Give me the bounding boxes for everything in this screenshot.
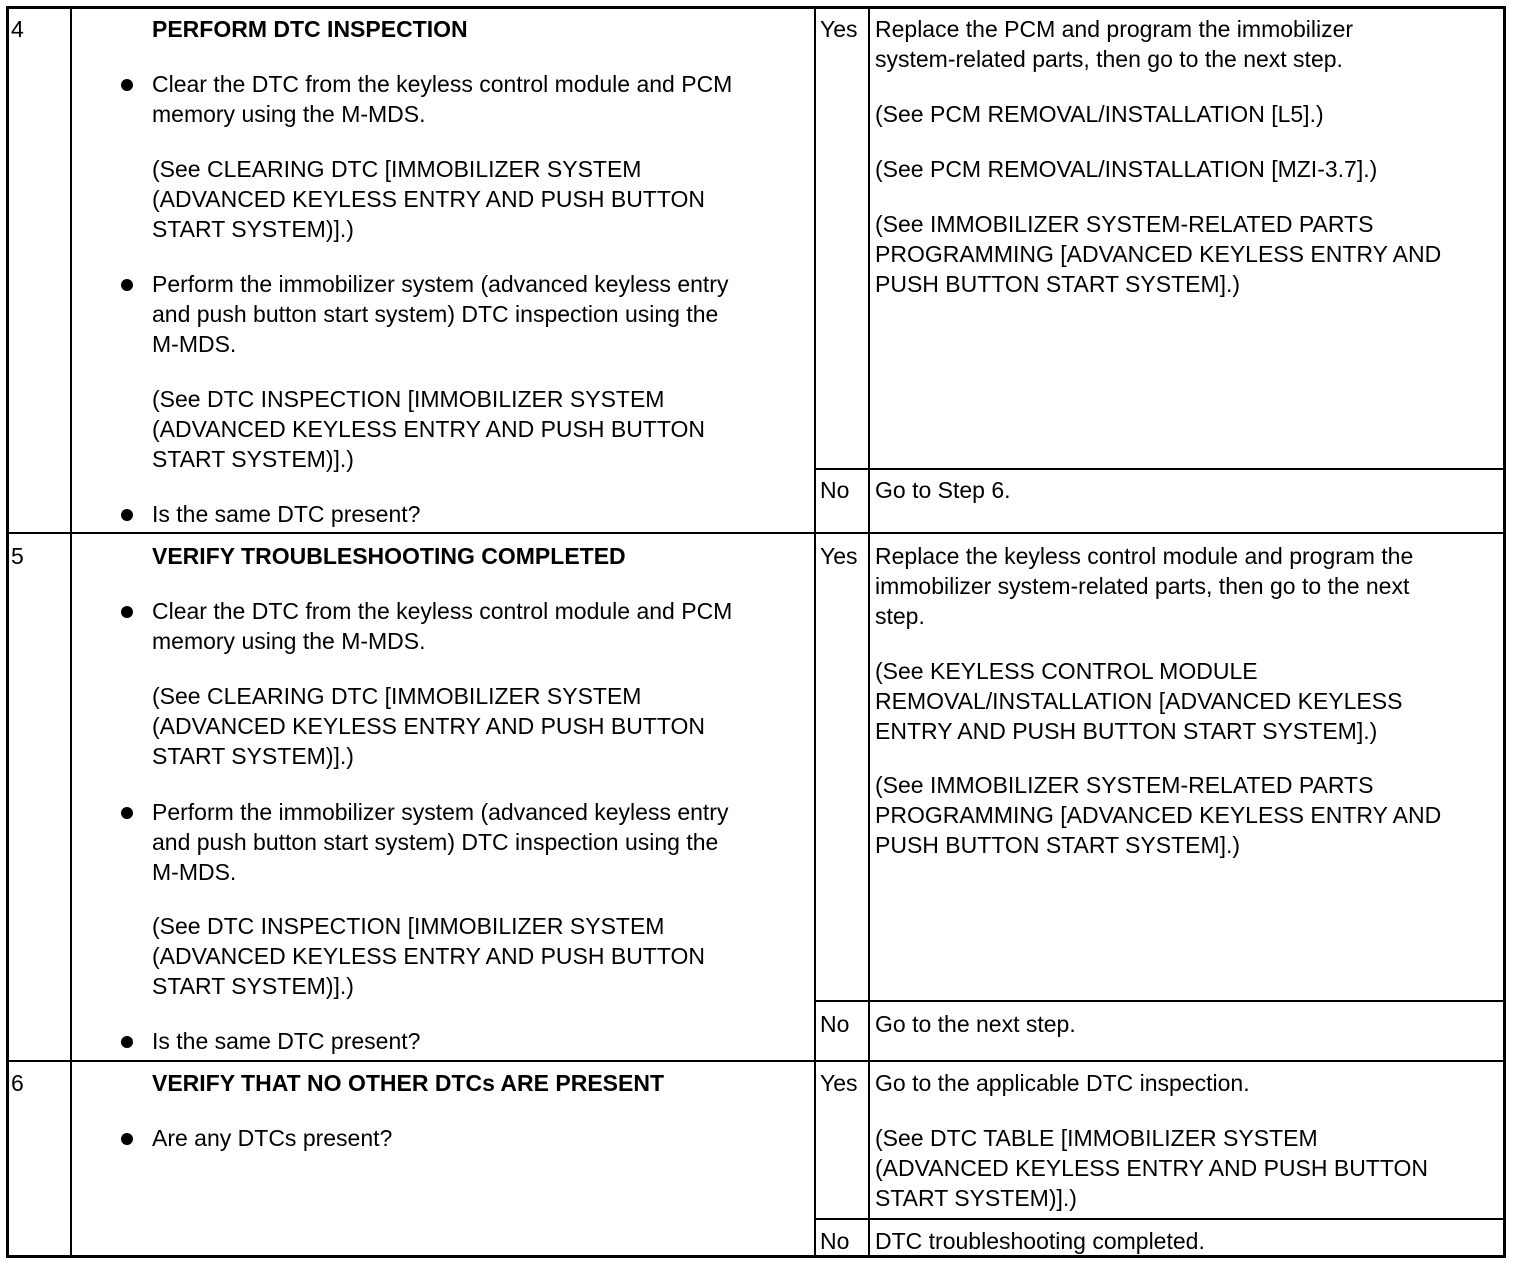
step-number: 5: [11, 543, 24, 569]
yes-label: Yes: [820, 543, 858, 569]
step-instruction: Clear the DTC from the keyless control module and PCM memory using the M-MDS.: [152, 71, 733, 127]
step-title: VERIFY TROUBLESHOOTING COMPLETED: [152, 543, 626, 569]
no-action: Go to the next step.: [875, 1011, 1076, 1037]
bullet-icon: [121, 1036, 133, 1048]
column-divider-result: [868, 6, 870, 1258]
yes-reference: (See KEYLESS CONTROL MODULE REMOVAL/INSTALLATION [ADVANCED KEYLESS ENTRY AND PUSH BUTTON START SYSTEM].): [875, 658, 1403, 744]
step-title: PERFORM DTC INSPECTION: [152, 16, 468, 42]
no-action: Go to Step 6.: [875, 477, 1011, 503]
step-reference: (See DTC INSPECTION [IMMOBILIZER SYSTEM (ADVANCED KEYLESS ENTRY AND PUSH BUTTON START SYSTEM)].): [152, 386, 705, 472]
bullet-icon: [121, 79, 133, 91]
step-instruction: Clear the DTC from the keyless control module and PCM memory using the M-MDS.: [152, 598, 733, 654]
bullet-icon: [121, 807, 133, 819]
step-reference: (See CLEARING DTC [IMMOBILIZER SYSTEM (ADVANCED KEYLESS ENTRY AND PUSH BUTTON START SYSTEM)].): [152, 683, 705, 769]
yes-reference: (See PCM REMOVAL/INSTALLATION [MZI-3.7].): [875, 156, 1378, 182]
yes-reference: (See PCM REMOVAL/INSTALLATION [L5].): [875, 101, 1324, 127]
no-label: No: [820, 477, 850, 503]
yes-no-divider-6: [814, 1218, 1506, 1220]
step-number: 6: [11, 1070, 24, 1096]
column-divider-step: [70, 6, 72, 1258]
yes-reference: (See DTC TABLE [IMMOBILIZER SYSTEM (ADVANCED KEYLESS ENTRY AND PUSH BUTTON START SYSTEM)].): [875, 1125, 1428, 1211]
yes-no-divider-4: [814, 468, 1506, 470]
yes-action: Replace the keyless control module and program the immobilizer system-related parts, then go to the next step.: [875, 543, 1414, 629]
yes-label: Yes: [820, 16, 858, 42]
step-title: VERIFY THAT NO OTHER DTCs ARE PRESENT: [152, 1070, 665, 1096]
no-action: DTC troubleshooting completed.: [875, 1228, 1205, 1254]
yes-reference: (See IMMOBILIZER SYSTEM-RELATED PARTS PROGRAMMING [ADVANCED KEYLESS ENTRY AND PUSH BUTTON START SYSTEM].): [875, 772, 1442, 858]
row-divider-5: [6, 532, 1506, 534]
step-reference: (See CLEARING DTC [IMMOBILIZER SYSTEM (ADVANCED KEYLESS ENTRY AND PUSH BUTTON START SYSTEM)].): [152, 156, 705, 242]
row-divider-6: [6, 1060, 1506, 1062]
bullet-icon: [121, 606, 133, 618]
step-question: Are any DTCs present?: [152, 1125, 393, 1151]
bullet-icon: [121, 1133, 133, 1145]
bullet-icon: [121, 509, 133, 521]
step-question: Is the same DTC present?: [152, 1028, 421, 1054]
step-reference: (See DTC INSPECTION [IMMOBILIZER SYSTEM (ADVANCED KEYLESS ENTRY AND PUSH BUTTON START SYSTEM)].): [152, 913, 705, 999]
yes-action: Replace the PCM and program the immobilizer system-related parts, then go to the next step.: [875, 16, 1354, 72]
no-label: No: [820, 1228, 850, 1254]
no-label: No: [820, 1011, 850, 1037]
column-divider-action: [814, 6, 816, 1258]
yes-action: Go to the applicable DTC inspection.: [875, 1070, 1250, 1096]
step-number: 4: [11, 16, 24, 42]
step-instruction: Perform the immobilizer system (advanced keyless entry and push button start system) DTC inspection using the M-MDS.: [152, 799, 729, 885]
yes-reference: (See IMMOBILIZER SYSTEM-RELATED PARTS PROGRAMMING [ADVANCED KEYLESS ENTRY AND PUSH BUTTON START SYSTEM].): [875, 211, 1442, 297]
bullet-icon: [121, 279, 133, 291]
step-instruction: Perform the immobilizer system (advanced keyless entry and push button start system) DTC inspection using the M-MDS.: [152, 271, 729, 357]
yes-no-divider-5: [814, 1000, 1506, 1002]
step-question: Is the same DTC present?: [152, 501, 421, 527]
yes-label: Yes: [820, 1070, 858, 1096]
